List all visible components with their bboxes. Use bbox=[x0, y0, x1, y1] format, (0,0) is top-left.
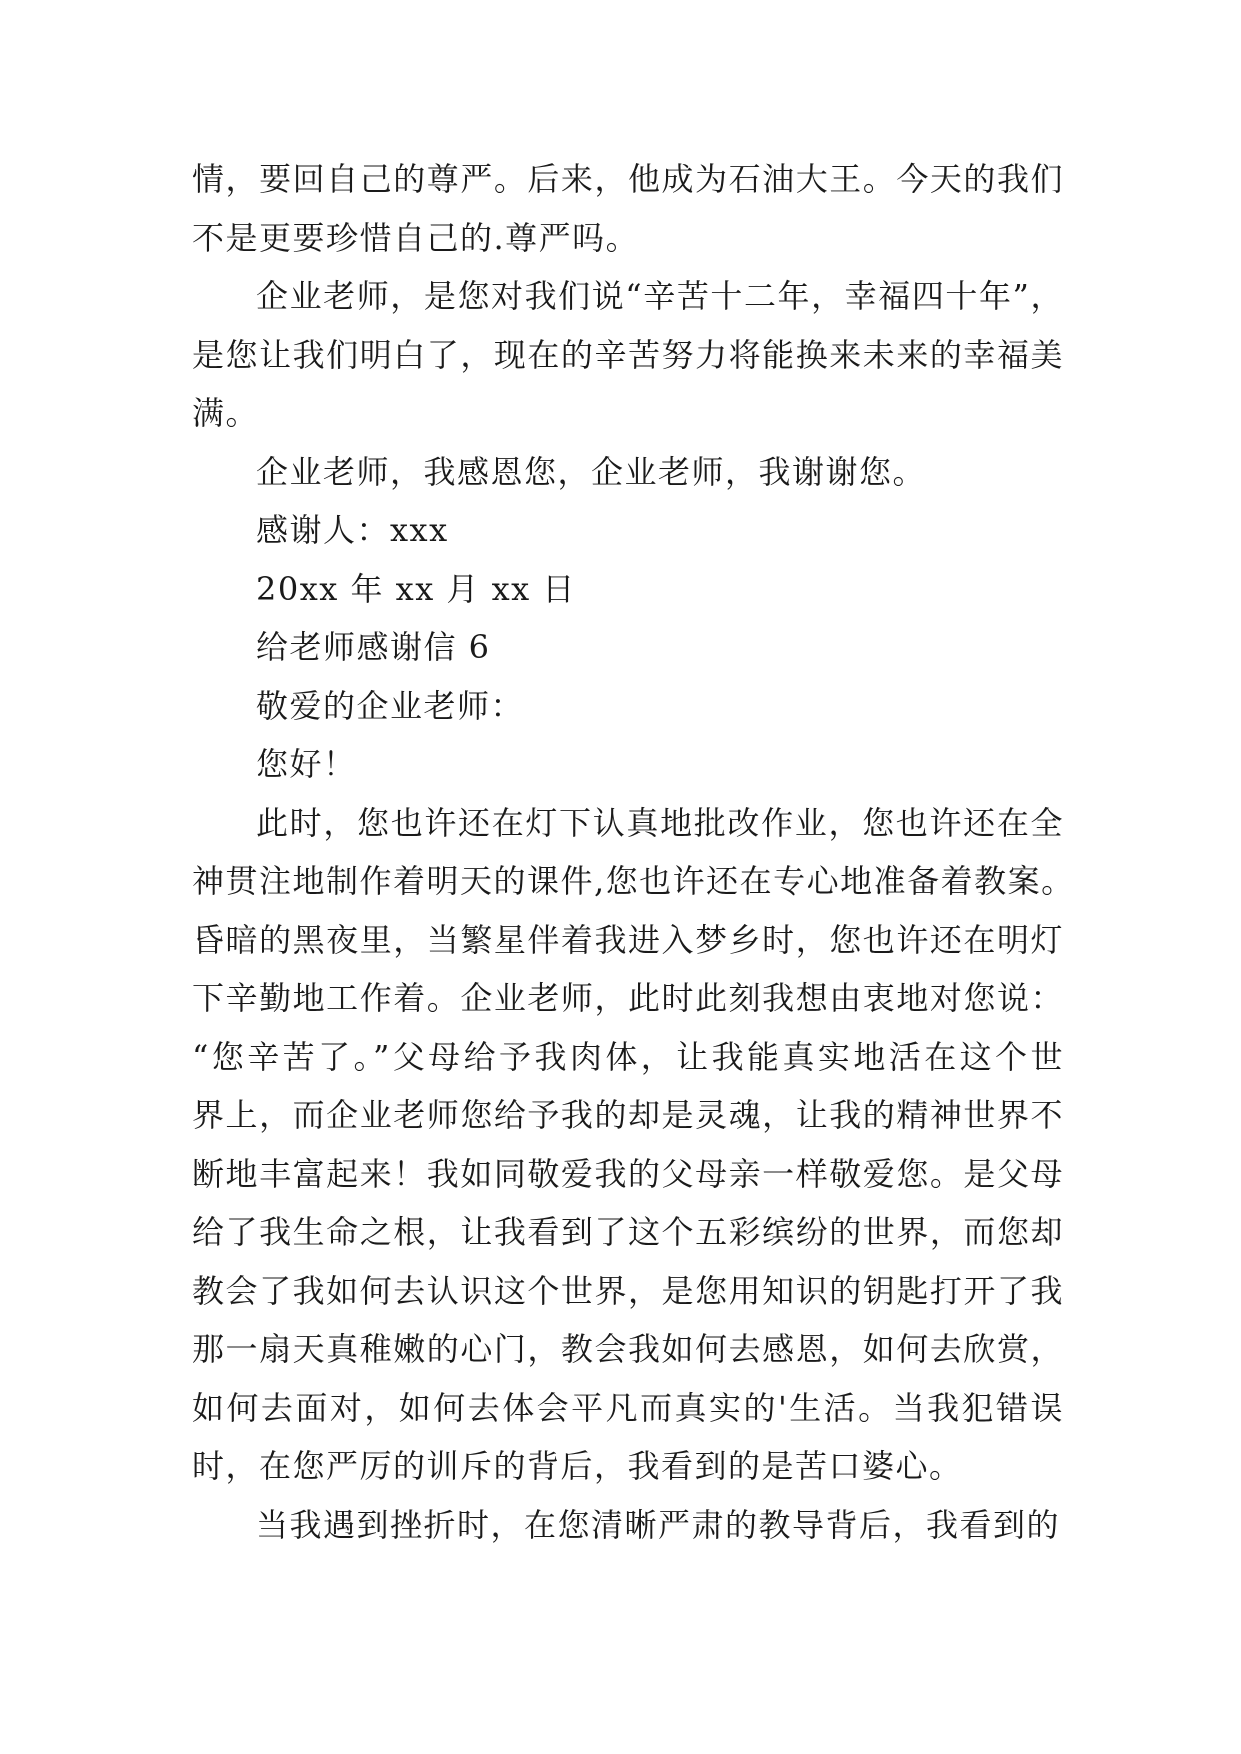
text-line: 感谢人：xxx bbox=[256, 511, 449, 549]
paragraph bbox=[192, 560, 1064, 619]
text-line: 教会了我如何去认识这个世界，是您用知识的钥匙打开了我 bbox=[192, 1271, 1064, 1310]
text-line: 神贯注地制作着明天的课件,您也许还在专心地准备着教案。 bbox=[192, 862, 1075, 900]
text-line: 昏暗的黑夜里，当繁星伴着我进入梦乡时，您也许还在明灯 bbox=[192, 920, 1064, 959]
paragraph bbox=[192, 1496, 1064, 1555]
letter-body bbox=[192, 150, 1075, 1554]
text-line: 企业老师，我感恩您，企业老师，我谢谢您。 bbox=[256, 452, 927, 491]
text-line: 不是更要珍惜自己的.尊严吗。 bbox=[192, 218, 640, 257]
text-line: 您好！ bbox=[256, 745, 357, 783]
text-line: 此时，您也许还在灯下认真地批改作业，您也许还在全 bbox=[256, 803, 1064, 842]
text-line: 20xx 年 xx 月 xx 日 bbox=[256, 569, 576, 608]
text-line: “您辛苦了。”父母给予我肉体，让我能真实地活在这个世 bbox=[192, 1037, 1064, 1076]
paragraph bbox=[192, 150, 1064, 267]
text-line: 给了我生命之根，让我看到了这个五彩缤纷的世界，而您却 bbox=[192, 1213, 1064, 1251]
text-line: 给老师感谢信 6 bbox=[256, 628, 491, 666]
text-line: 那一扇天真稚嫩的心门，教会我如何去感恩，如何去欣赏， bbox=[192, 1330, 1064, 1368]
paragraph bbox=[192, 501, 1064, 560]
paragraph bbox=[192, 677, 1064, 736]
text-line: 断地丰富起来！我如同敬爱我的父母亲一样敬爱您。是父母 bbox=[192, 1154, 1064, 1193]
text-line: 情，要回自己的尊严。后来，他成为石油大王。今天的我们 bbox=[192, 160, 1064, 198]
text-line: 企业老师，是您对我们说“辛苦十二年，幸福四十年”， bbox=[256, 277, 1064, 315]
text-line: 当我遇到挫折时，在您清晰严肃的教导背后，我看到的 bbox=[256, 1505, 1061, 1544]
text-line: 界上，而企业老师您给予我的却是灵魂，让我的精神世界不 bbox=[192, 1096, 1064, 1134]
text-line: 时，在您严厉的训斥的背后，我看到的是苦口婆心。 bbox=[192, 1447, 963, 1485]
paragraph bbox=[192, 735, 1064, 794]
text-line: 敬爱的企业老师： bbox=[256, 686, 525, 725]
text-line: 是您让我们明白了，现在的辛苦努力将能换来未来的幸福美 bbox=[192, 335, 1064, 374]
paragraph bbox=[192, 618, 1064, 677]
text-line: 满。 bbox=[192, 394, 260, 432]
text-line: 如何去面对，如何去体会平凡而真实的'生活。当我犯错误 bbox=[192, 1388, 1064, 1427]
paragraph bbox=[192, 267, 1064, 443]
paragraph bbox=[192, 794, 1075, 1496]
paragraph bbox=[192, 443, 1064, 502]
text-line: 下辛勤地工作着。企业老师，此时此刻我想由衷地对您说： bbox=[192, 979, 1064, 1017]
